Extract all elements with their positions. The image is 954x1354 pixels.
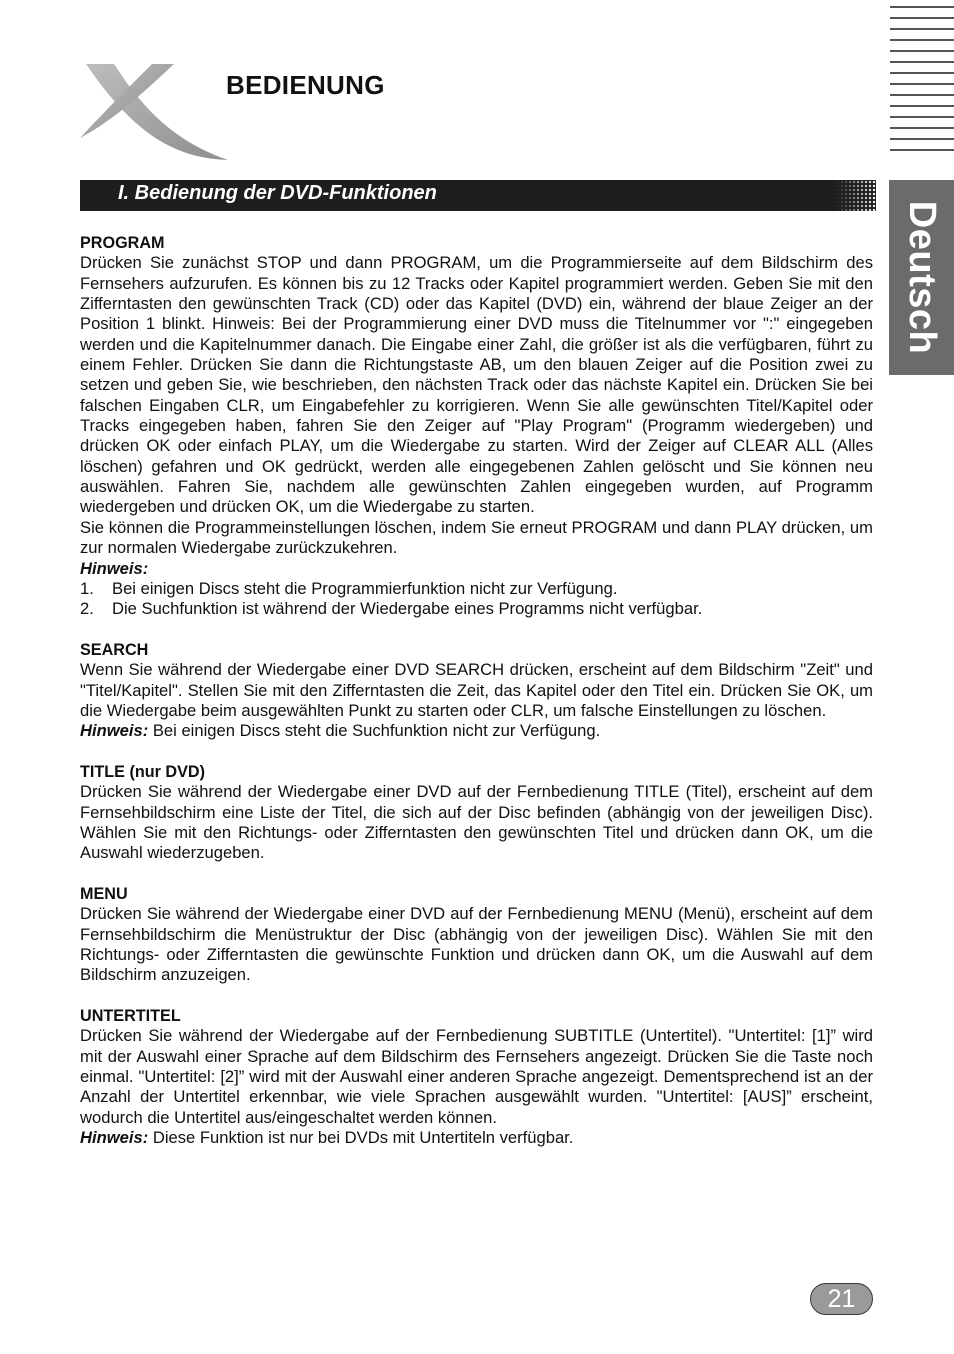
page-title: BEDIENUNG (226, 70, 385, 100)
subtitle-note-text: Diese Funktion ist nur bei DVDs mit Untertiteln verfügbar. (148, 1128, 574, 1148)
language-tab-label: Deutsch (901, 200, 944, 355)
search-note (80, 721, 873, 741)
heading-program: PROGRAM (80, 234, 165, 252)
list-item-text: Bei einigen Discs steht die Programmierfunktion nicht zur Verfügung. (112, 578, 618, 598)
subtitle-note-label: Hinweis: (80, 1128, 149, 1148)
program-paragraph-2: Sie können die Programmeinstellungen löschen, indem Sie erneut PROGRAM und dann PLAY drücken, um zur normalen Wiedergabe zurückzukehren. (80, 517, 873, 558)
subtitle-paragraph: Drücken Sie während der Wiedergabe auf der Fernbedienung SUBTITLE (Untertitel). "Untertitel: [1]” wird mit der Auswahl einer Sprache auf dem Bildschirm des Fernsehers angezeigt. Drücken Sie die Taste noch einmal. "Untertitel: [2]” wird mit der Auswahl einer anderen Sprache angezeigt. Dementsprechend ist an der Anzahl der Untertitel erkennbar, wie viele Sprachen ausgewählt wurden. "Untertitel: [AUS]” erscheint, wodurch die Untertitel aus/eingeschaltet werden können. (80, 1026, 873, 1127)
list-item (80, 579, 873, 599)
decorative-stripes (890, 6, 954, 160)
list-item-number: 2. (80, 599, 94, 619)
page-number: 21 (810, 1283, 873, 1315)
program-note-label: Hinweis: (80, 558, 149, 578)
subtitle-note (80, 1128, 873, 1148)
list-item-text: Die Suchfunktion ist während der Wiedergabe eines Programms nicht verfügbar. (112, 599, 703, 619)
heading-menu: MENU (80, 885, 128, 903)
section-title: I. Bedienung der DVD-Funktionen (118, 182, 437, 204)
main-content (80, 233, 873, 1148)
search-note-label: Hinweis: (80, 721, 149, 741)
language-tab (889, 180, 954, 375)
halftone-dots (836, 180, 876, 211)
heading-search: SEARCH (80, 640, 149, 659)
heading-subtitle: UNTERTITEL (80, 1007, 181, 1026)
list-item (80, 599, 873, 619)
menu-paragraph: Drücken Sie während der Wiedergabe einer DVD auf der Fernbedienung MENU (Menü), erscheint auf dem Fernsehbildschirm die Menüstruktur der Disc (abhängig von der jeweiligen Disc). Wählen Sie mit den Richtungs- oder Zifferntasten die gewünschte Funktion und drücken dann OK, um die Auswahl auf dem Bildschirm anzuzeigen. (80, 904, 873, 985)
title-paragraph: Drücken Sie während der Wiedergabe einer DVD auf der Fernbedienung TITLE (Titel), erscheint auf dem Fernsehbildschirm eine Liste der Titel, die sich auf der Disc befinden (abhängig von der jeweiligen Disc). Wählen Sie mit den Richtungs- oder Zifferntasten den gewünschten Titel und drücken dann OK, um die Auswahl wiederzugeben. (80, 782, 873, 863)
program-note-list (80, 579, 873, 620)
search-note-text: Bei einigen Discs steht die Suchfunktion nicht zur Verfügung. (148, 721, 601, 741)
program-paragraph-1: Drücken Sie zunächst STOP und dann PROGRAM, um die Programmierseite auf dem Bildschirm des Fernsehers aufzurufen. Es können bis zu 12 Tracks oder Kapitel programmiert werden. Geben Sie mit den Zifferntasten den gewünschten Track (CD) oder das Kapitel (DVD) ein, während der blaue Zeiger an der Position 1 blinkt. Hinweis: Bei der Programmierung einer DVD muss die Titelnummer vor ":" eingegeben werden und die Kapitelnummer danach. Die Eingabe einer Zahl, die größer ist als die verfügbaren, führt zu einem Fehler. Drücken Sie dann die Richtungstaste AB, um den blauen Zeiger auf die Position zwei zu setzen und geben Sie, wie beschrieben, den nächsten Track oder das nächste Kapitel ein. Drücken Sie bei falschen Eingaben CLR, um Eingabefehler zu korrigieren. Wenn Sie alle gewünschten Titel/Kapitel oder Tracks eingegeben haben, fahren Sie den Zeiger auf "Play Program" (Programm wiedergeben) und drücken OK oder einfach PLAY, um die Wiedergabe zu starten. Wird der Zeiger auf CLEAR ALL (Alles löschen) gefahren und OK gedrückt, werden alle eingegebenen Zahlen gelöscht und Sie können neu auswählen. Fahren Sie, nachdem alle gewünschten Zahlen eingegeben wurden, auf Programm wiedergeben und drücken OK, um die Wiedergabe zu starten. (80, 253, 873, 517)
section-header-bar (80, 180, 876, 211)
list-item-number: 1. (80, 578, 94, 598)
heading-title: TITLE (nur DVD) (80, 762, 205, 781)
x-logo-icon (78, 60, 230, 164)
search-paragraph: Wenn Sie während der Wiedergabe einer DVD SEARCH drücken, erscheint auf dem Bildschirm "Zeit" und "Titel/Kapitel". Stellen Sie mit den Zifferntasten die Zeit, das Kapitel oder den Titel ein. Drücken Sie OK, um die Wiedergabe beim ausgewählten Punkt zu starten oder CLR, um falsche Einstellungen zu löschen. (80, 660, 873, 720)
